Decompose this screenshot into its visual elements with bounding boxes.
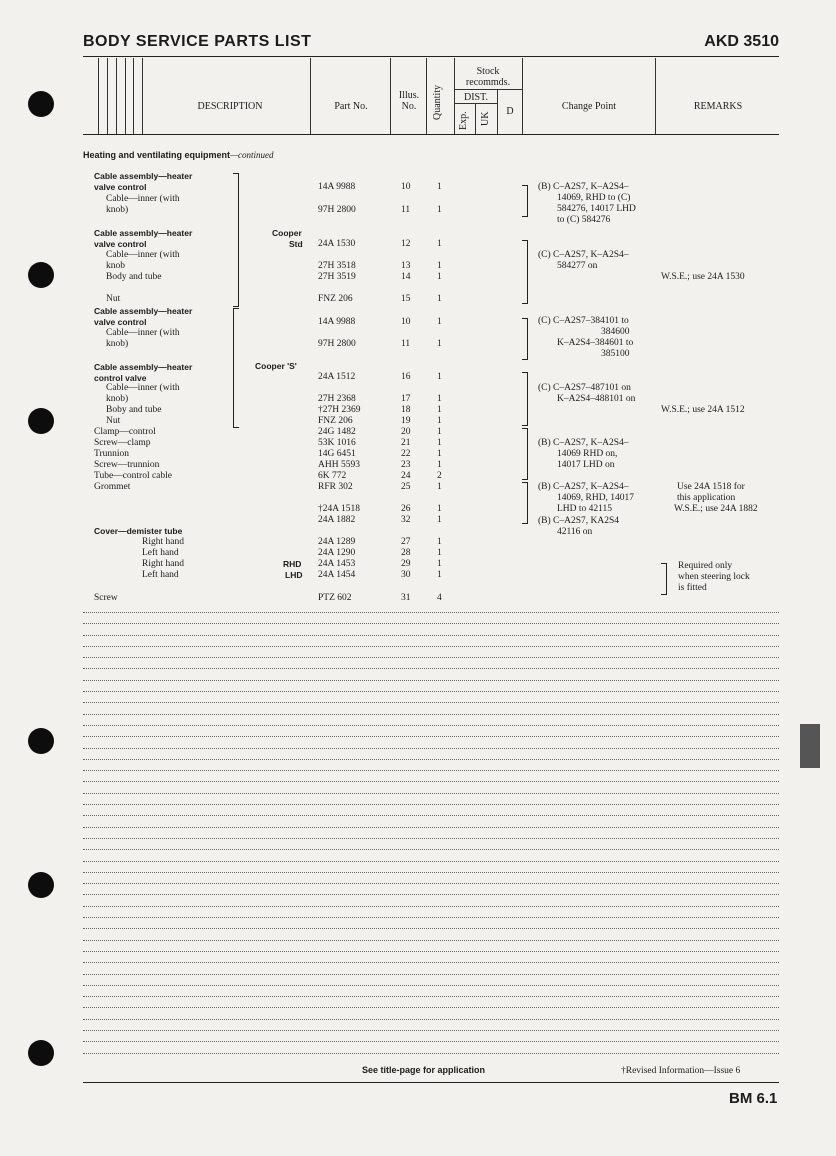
change-point: (C) C–A2S7–487101 on [538,383,631,393]
col-divider [522,58,523,134]
quantity-value: 1 [437,294,442,304]
ruled-line [83,849,779,850]
row-description: Cable—inner (with [106,250,180,260]
ruled-line [83,748,779,749]
col-header-exp: Exp. [458,111,469,130]
col-header-d: D [506,106,514,117]
col-divider [426,58,427,134]
change-point: LHD to 42115 [557,504,613,514]
ruled-line [83,974,779,975]
group-heading: Cover—demister tube [94,526,183,536]
part-number: 24A 1289 [318,537,356,547]
remark: W.S.E.; use 24A 1530 [661,272,745,282]
quantity-value: 1 [437,460,442,470]
footer-revision: †Revised Information—Issue 6 [621,1066,741,1076]
illus-number: 27 [401,537,411,547]
part-number: 24G 1482 [318,427,356,437]
page-number: BM 6.1 [729,1090,778,1107]
row-description: Nut [106,416,121,426]
part-number: 24A 1882 [318,515,356,525]
row-description: Cable—inner (with [106,194,180,204]
part-number: 53K 1016 [318,438,356,448]
quantity-value: 1 [437,416,442,426]
illus-number: 15 [401,294,411,304]
variant-label: Cooper 'S' [255,361,297,371]
quantity-value: 2 [437,471,442,481]
remark: Use 24A 1518 for [677,482,745,492]
quantity-value: 1 [437,504,442,514]
change-point: 385100 [601,349,630,359]
quantity-value: 1 [437,548,442,558]
change-point: to (C) 584276 [557,215,611,225]
ruled-line [83,1041,779,1042]
change-point: K–A2S4–384601 to [557,338,634,348]
punch-hole [28,1040,54,1066]
col-header-description: DESCRIPTION [197,101,263,112]
row-description: Cable—inner (with [106,328,180,338]
ruled-line [83,612,779,613]
col-header-stock: Stock recommds. [465,66,511,88]
ruled-line [83,804,779,805]
col-header-illus-no: Illus. No. [398,90,420,112]
section-heading [83,150,274,160]
group-heading: valve control [94,317,147,327]
remark: when steering lock [678,572,750,582]
illus-number: 13 [401,261,411,271]
remark: this application [677,493,736,503]
change-point: (B) C–A2S7, K–A2S4– [538,182,629,192]
change-brace [522,372,528,426]
illus-number: 17 [401,394,411,404]
illus-number: 18 [401,405,411,415]
illus-number: 22 [401,449,411,459]
part-number: †27H 2369 [318,405,361,415]
part-number: RFR 302 [318,482,353,492]
ruled-line [83,940,779,941]
quantity-value: 1 [437,372,442,382]
quantity-value: 1 [437,272,442,282]
group-brace [233,173,239,307]
part-number: FNZ 206 [318,416,353,426]
part-number: 97H 2800 [318,205,356,215]
row-description: Nut [106,294,121,304]
change-point: (B) C–A2S7, K–A2S4– [538,482,629,492]
ruled-line [83,894,779,895]
change-brace [522,185,528,217]
part-number: 24A 1290 [318,548,356,558]
change-point: (B) C–A2S7, KA2S4 [538,516,620,526]
footer-note: See title-page for application [362,1065,486,1075]
part-number: 6K 772 [318,471,347,481]
ruled-line [83,714,779,715]
group-heading: control valve [94,373,147,383]
col-divider [390,58,391,134]
col-header-remarks: REMARKS [693,101,743,112]
ruled-line [83,996,779,997]
col-divider [454,58,455,134]
ruled-line [83,1030,779,1031]
part-number: 27H 2368 [318,394,356,404]
illus-number: 23 [401,460,411,470]
quantity-value: 1 [437,515,442,525]
row-tag: LHD [285,570,303,580]
quantity-value: 1 [437,394,442,404]
row-description: knob) [106,394,129,404]
illus-number: 31 [401,593,411,603]
col-divider [125,58,126,134]
change-brace [522,240,528,304]
illus-number: 21 [401,438,411,448]
section-title: Heating and ventilating equipment [83,150,231,160]
quantity-value: 4 [437,593,442,603]
quantity-value: 1 [437,261,442,271]
col-divider [116,58,117,134]
quantity-value: 1 [437,339,442,349]
ruled-line [83,906,779,907]
illus-number: 19 [401,416,411,426]
col-divider [310,58,311,134]
illus-number: 28 [401,548,411,558]
punch-hole [28,728,54,754]
col-header-quantity: Quantity [432,85,443,120]
ruled-line [83,680,779,681]
change-brace [522,428,528,480]
illus-number: 12 [401,239,411,249]
ruled-line [83,928,779,929]
page-title: BODY SERVICE PARTS LIST [83,33,312,50]
remarks-brace [661,563,667,595]
ruled-line [83,827,779,828]
quantity-value: 1 [437,405,442,415]
row-description: Boby and tube [106,405,162,415]
quantity-value: 1 [437,427,442,437]
quantity-value: 1 [437,537,442,547]
quantity-value: 1 [437,570,442,580]
ruled-line [83,725,779,726]
change-point: K–A2S4–488101 on [557,394,636,404]
change-point: 584277 on [557,261,598,271]
section-suffix: —continued [230,150,274,160]
illus-number: 20 [401,427,411,437]
quantity-value: 1 [437,482,442,492]
ruled-line [83,736,779,737]
row-description: Left hand [142,548,179,558]
row-description: Screw—trunnion [94,460,160,470]
row-description: knob) [106,339,129,349]
ruled-line [83,962,779,963]
change-brace [522,482,528,524]
quantity-value: 1 [437,317,442,327]
col-divider [98,58,99,134]
ruled-line [83,883,779,884]
quantity-value: 1 [437,239,442,249]
part-number: 97H 2800 [318,339,356,349]
ruled-line [83,815,779,816]
document-code: AKD 3510 [704,33,779,50]
punch-hole [28,408,54,434]
variant-label: Std [289,239,303,249]
ruled-line [83,635,779,636]
ruled-line [83,691,779,692]
col-divider [497,90,498,134]
change-point: 14069, RHD, 14017 [557,493,635,503]
group-heading: Cable assembly—heater [94,306,193,316]
col-header-part-no: Part No. [334,101,368,112]
col-divider [655,58,656,134]
quantity-value: 1 [437,559,442,569]
quantity-value: 1 [437,438,442,448]
col-header-change-point: Change Point [561,101,617,112]
ruled-line [83,1019,779,1020]
ruled-line [83,657,779,658]
part-number: 24A 1512 [318,372,356,382]
ruled-line [83,646,779,647]
illus-number: 32 [401,515,411,525]
ruled-line [83,668,779,669]
part-number: 14G 6451 [318,449,356,459]
ruled-line [83,872,779,873]
ruled-line [83,781,779,782]
row-description: Grommet [94,482,131,492]
illus-number: 11 [401,205,411,215]
group-heading: valve control [94,239,147,249]
remark: is fitted [678,583,707,593]
ruled-line [83,1007,779,1008]
row-description: Screw [94,593,118,603]
row-description: Clamp—control [94,427,156,437]
row-description: Screw—clamp [94,438,151,448]
illus-number: 10 [401,182,411,192]
quantity-value: 1 [437,449,442,459]
group-heading: valve control [94,182,147,192]
remark: Required only [678,561,733,571]
punch-hole [28,91,54,117]
variant-label: Cooper [272,228,302,238]
part-number: 27H 3518 [318,261,356,271]
part-number: FNZ 206 [318,294,353,304]
part-number: 24A 1454 [318,570,356,580]
ruled-line [83,702,779,703]
change-point: 42116 on [557,527,593,537]
illus-number: 29 [401,559,411,569]
part-number: 14A 9988 [318,317,356,327]
footer-rule [83,1082,779,1083]
illus-number: 10 [401,317,411,327]
col-divider [107,58,108,134]
row-description: knob [106,261,125,271]
part-number: 24A 1453 [318,559,356,569]
ruled-line [83,623,779,624]
header-bottom-rule [83,134,779,135]
group-heading: Cable assembly—heater [94,171,193,181]
row-description: Body and tube [106,272,162,282]
quantity-value: 1 [437,205,442,215]
col-divider [133,58,134,134]
change-point: (C) C–A2S7–384101 to [538,316,629,326]
change-point: (C) C–A2S7, K–A2S4– [538,250,629,260]
row-description: Right hand [142,537,184,547]
part-number: PTZ 602 [318,593,352,603]
part-number: AHH 5593 [318,460,360,470]
change-point: 14069, RHD to (C) [557,193,631,203]
row-description: knob) [106,205,129,215]
row-description: Left hand [142,570,179,580]
part-number: 27H 3519 [318,272,356,282]
group-brace [233,308,239,428]
row-description: Right hand [142,559,184,569]
part-number: 14A 9988 [318,182,356,192]
change-point: 14017 LHD on [557,460,615,470]
illus-number: 14 [401,272,411,282]
section-tab [800,724,820,768]
row-description: Tube—control cable [94,471,173,481]
part-number: †24A 1518 [318,504,360,514]
ruled-line [83,985,779,986]
change-point: 14069 RHD on, [557,449,618,459]
illus-number: 16 [401,372,411,382]
illus-number: 26 [401,504,411,514]
col-header-dist: DIST. [464,92,488,103]
remark: W.S.E.; use 24A 1512 [661,405,745,415]
change-brace [522,318,528,360]
ruled-line [83,793,779,794]
ruled-line [83,917,779,918]
illus-number: 24 [401,471,411,481]
ruled-line [83,951,779,952]
illus-number: 25 [401,482,411,492]
change-point: (B) C–A2S7, K–A2S4– [538,438,629,448]
change-point: 584276, 14017 LHD [557,204,636,214]
ruled-line [83,1053,779,1054]
row-description: Cable—inner (with [106,383,180,393]
col-divider [475,104,476,134]
ruled-line [83,838,779,839]
punch-hole [28,262,54,288]
remark: W.S.E.; use 24A 1882 [674,504,758,514]
ruled-line [83,861,779,862]
row-tag: RHD [283,559,302,569]
ruled-line [83,759,779,760]
ruled-line [83,770,779,771]
row-description: Trunnion [94,449,130,459]
col-divider [142,58,143,134]
quantity-value: 1 [437,182,442,192]
header-top-rule [83,56,779,57]
illus-number: 30 [401,570,411,580]
group-heading: Cable assembly—heater [94,228,193,238]
illus-number: 11 [401,339,411,349]
dist-divider [454,103,497,104]
group-heading: Cable assembly—heater [94,362,193,372]
punch-hole [28,872,54,898]
part-number: 24A 1530 [318,239,356,249]
change-point: 384600 [601,327,630,337]
stock-divider [454,89,522,90]
col-header-uk: UK [480,111,491,126]
